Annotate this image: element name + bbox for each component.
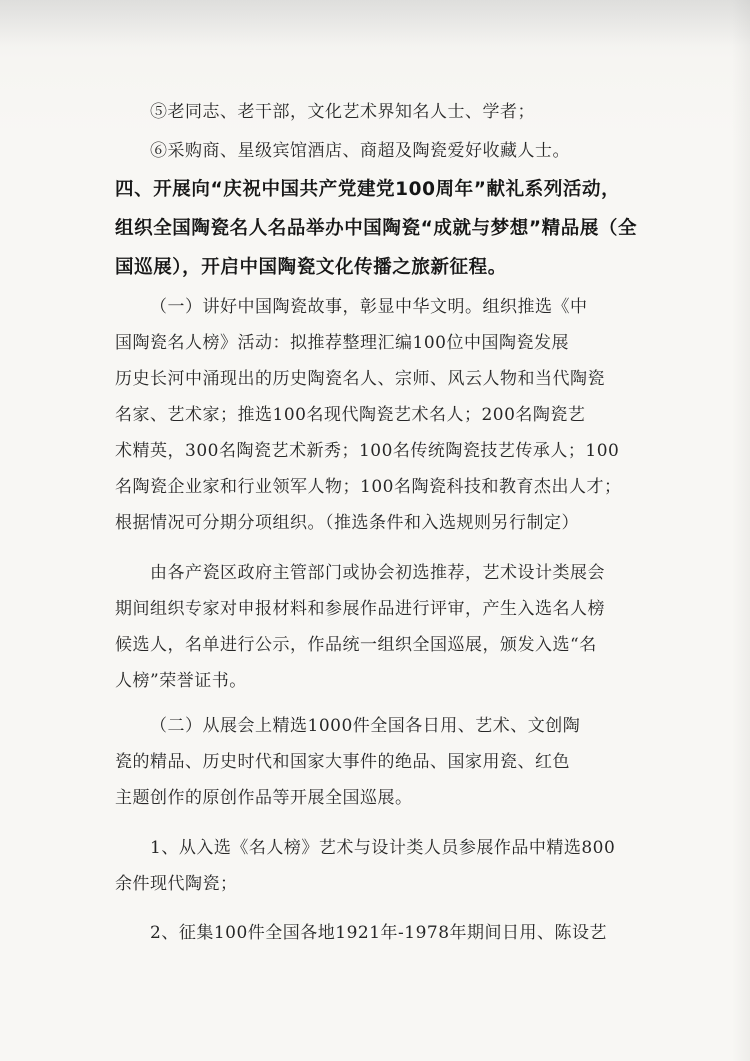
paragraph-3-line-1: （二）从展会上精选1000件全国各日用、艺术、文创陶 — [150, 716, 581, 736]
paragraph-1-line-2: 国陶瓷名人榜》活动：拟推荐整理汇编100位中国陶瓷发展 — [115, 333, 569, 353]
scan-top-shadow — [0, 0, 750, 46]
paragraph-3-line-3: 主题创作的原创作品等开展全国巡展。 — [115, 788, 413, 808]
paragraph-2-line-4: 人榜”荣誉证书。 — [115, 671, 247, 691]
paragraph-2-line-1: 由各产瓷区政府主管部门或协会初选推荐，艺术设计类展会 — [150, 563, 605, 583]
paragraph-1-line-1: （一）讲好中国陶瓷故事，彰显中华文明。组织推选《中 — [150, 297, 588, 317]
paragraph-1-line-7: 根据情况可分期分项组织。（推选条件和入选规则另行制定） — [115, 513, 579, 533]
list-item-1-line-1: 1、从入选《名人榜》艺术与设计类人员参展作品中精选800 — [150, 838, 616, 858]
scan-right-edge — [732, 0, 750, 1061]
paragraph-1-line-5: 术精英，300名陶瓷艺术新秀；100名传统陶瓷技艺传承人；100 — [115, 441, 620, 461]
list-item-6: ⑥采购商、星级宾馆酒店、商超及陶瓷爱好收藏人士。 — [150, 141, 570, 161]
section-heading-4-line-3: 国巡展），开启中国陶瓷文化传播之旅新征程。 — [115, 257, 507, 278]
list-item-5: ⑤老同志、老干部，文化艺术界知名人士、学者； — [150, 102, 535, 122]
paragraph-1-line-4: 名家、艺术家；推选100名现代陶瓷艺术名人；200名陶瓷艺 — [115, 405, 586, 425]
list-item-1-line-2: 余件现代陶瓷； — [115, 874, 238, 894]
paragraph-1-line-3: 历史长河中涌现出的历史陶瓷名人、宗师、风云人物和当代陶瓷 — [115, 369, 605, 389]
paragraph-1-line-6: 名陶瓷企业家和行业领军人物；100名陶瓷科技和教育杰出人才； — [115, 477, 622, 497]
list-item-2-line-1: 2、征集100件全国各地1921年-1978年期间日用、陈设艺 — [150, 923, 608, 943]
section-heading-4-line-2: 组织全国陶瓷名人名品举办中国陶瓷“成就与梦想”精品展（全 — [115, 218, 638, 239]
section-heading-4-line-1: 四、开展向“庆祝中国共产党建党100周年”献礼系列活动， — [115, 179, 621, 200]
paragraph-2-line-3: 候选人，名单进行公示，作品统一组织全国巡展，颁发入选“名 — [115, 635, 597, 655]
paragraph-3-line-2: 瓷的精品、历史时代和国家大事件的绝品、国家用瓷、红色 — [115, 752, 570, 772]
paragraph-2-line-2: 期间组织专家对申报材料和参展作品进行评审，产生入选名人榜 — [115, 599, 605, 619]
